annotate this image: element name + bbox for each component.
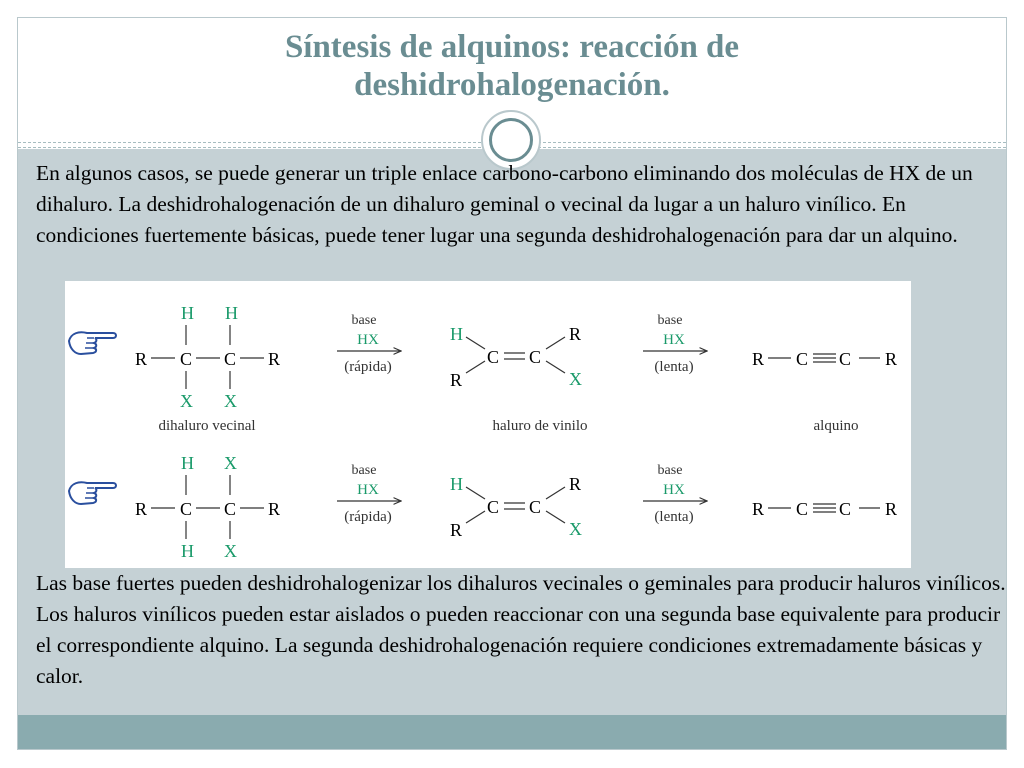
label-alquino: alquino <box>813 418 859 434</box>
atom-h: H <box>450 324 463 344</box>
atom-r: R <box>135 349 148 369</box>
pointing-hand-icon <box>69 482 116 504</box>
atom-x: X <box>180 391 193 411</box>
atom-h: H <box>181 453 194 473</box>
title-line-2: deshidrohalogenación. <box>354 67 670 103</box>
atom-r: R <box>885 349 898 369</box>
atom-c: C <box>224 349 237 369</box>
atom-c: C <box>487 497 500 517</box>
atom-c: C <box>180 349 193 369</box>
atom-h: H <box>181 303 194 323</box>
circle-ornament-inner <box>489 118 533 162</box>
paragraph-intro: En algunos casos, se puede generar un triple enlace carbono-carbono eliminando dos moléculas de HX de un dihaluro. La deshidrohalogenación de un dihaluro geminal o vecinal da lugar a un haluro vinílico. En condiciones fuertemente básicas, puede tener lugar una segunda deshidrohalogenación para dar un alquino. <box>36 161 973 247</box>
atom-r: R <box>569 474 582 494</box>
slide <box>17 17 1007 750</box>
atom-c: C <box>529 497 542 517</box>
row-geminal <box>69 453 897 568</box>
atom-c: C <box>180 499 193 519</box>
atom-r: R <box>268 349 281 369</box>
atom-r: R <box>268 499 281 519</box>
condition-fast: (rápida) <box>344 359 392 375</box>
reagent-base: base <box>657 463 683 478</box>
condition-slow: (lenta) <box>654 359 694 375</box>
reagent-base: base <box>657 313 683 328</box>
condition-slow: (lenta) <box>654 509 694 525</box>
pointing-hand-icon <box>69 332 116 354</box>
atom-c: C <box>796 499 809 519</box>
atom-x: X <box>569 369 582 389</box>
atom-r: R <box>752 349 765 369</box>
title-line-1: Síntesis de alquinos: reacción de <box>284 29 740 65</box>
atom-x: X <box>224 453 237 473</box>
atom-x: X <box>224 391 237 411</box>
atom-r: R <box>885 499 898 519</box>
reagent-base: base <box>351 313 377 328</box>
atom-r: R <box>569 324 582 344</box>
atom-c: C <box>487 347 500 367</box>
atom-c: C <box>224 499 237 519</box>
paragraph-explanation: Las base fuertes pueden deshidrohalogenizar los dihaluros vecinales o geminales para producir haluros vinílicos. Los haluros vinílicos pueden estar aislados o pueden reaccionar con una segunda base equivalente para producir el correspondiente alquino. La segunda deshidrohalogenación requiere condiciones extremadamente básicas y calor. <box>36 571 1006 688</box>
reaction-figure <box>65 281 911 568</box>
reagent-base: base <box>351 463 377 478</box>
label-haluro-vinilo: haluro de vinilo <box>492 418 588 434</box>
reaction-scheme <box>65 281 911 568</box>
atom-r: R <box>450 370 463 390</box>
slide-title <box>18 28 1006 104</box>
row-vicinal <box>69 303 897 434</box>
atom-x: X <box>224 541 237 561</box>
atom-x: X <box>569 519 582 539</box>
reagent-hx: HX <box>357 482 379 498</box>
atom-r: R <box>450 520 463 540</box>
atom-c: C <box>796 349 809 369</box>
reagent-hx: HX <box>663 482 685 498</box>
atom-c: C <box>839 349 852 369</box>
atom-c: C <box>529 347 542 367</box>
condition-fast: (rápida) <box>344 509 392 525</box>
footer-bar <box>18 715 1006 749</box>
atom-c: C <box>839 499 852 519</box>
atom-r: R <box>135 499 148 519</box>
atom-r: R <box>752 499 765 519</box>
atom-h: H <box>181 541 194 561</box>
reagent-hx: HX <box>663 332 685 348</box>
atom-h: H <box>450 474 463 494</box>
atom-h: H <box>225 303 238 323</box>
reagent-hx: HX <box>357 332 379 348</box>
label-dihaluro-vecinal: dihaluro vecinal <box>158 418 256 434</box>
